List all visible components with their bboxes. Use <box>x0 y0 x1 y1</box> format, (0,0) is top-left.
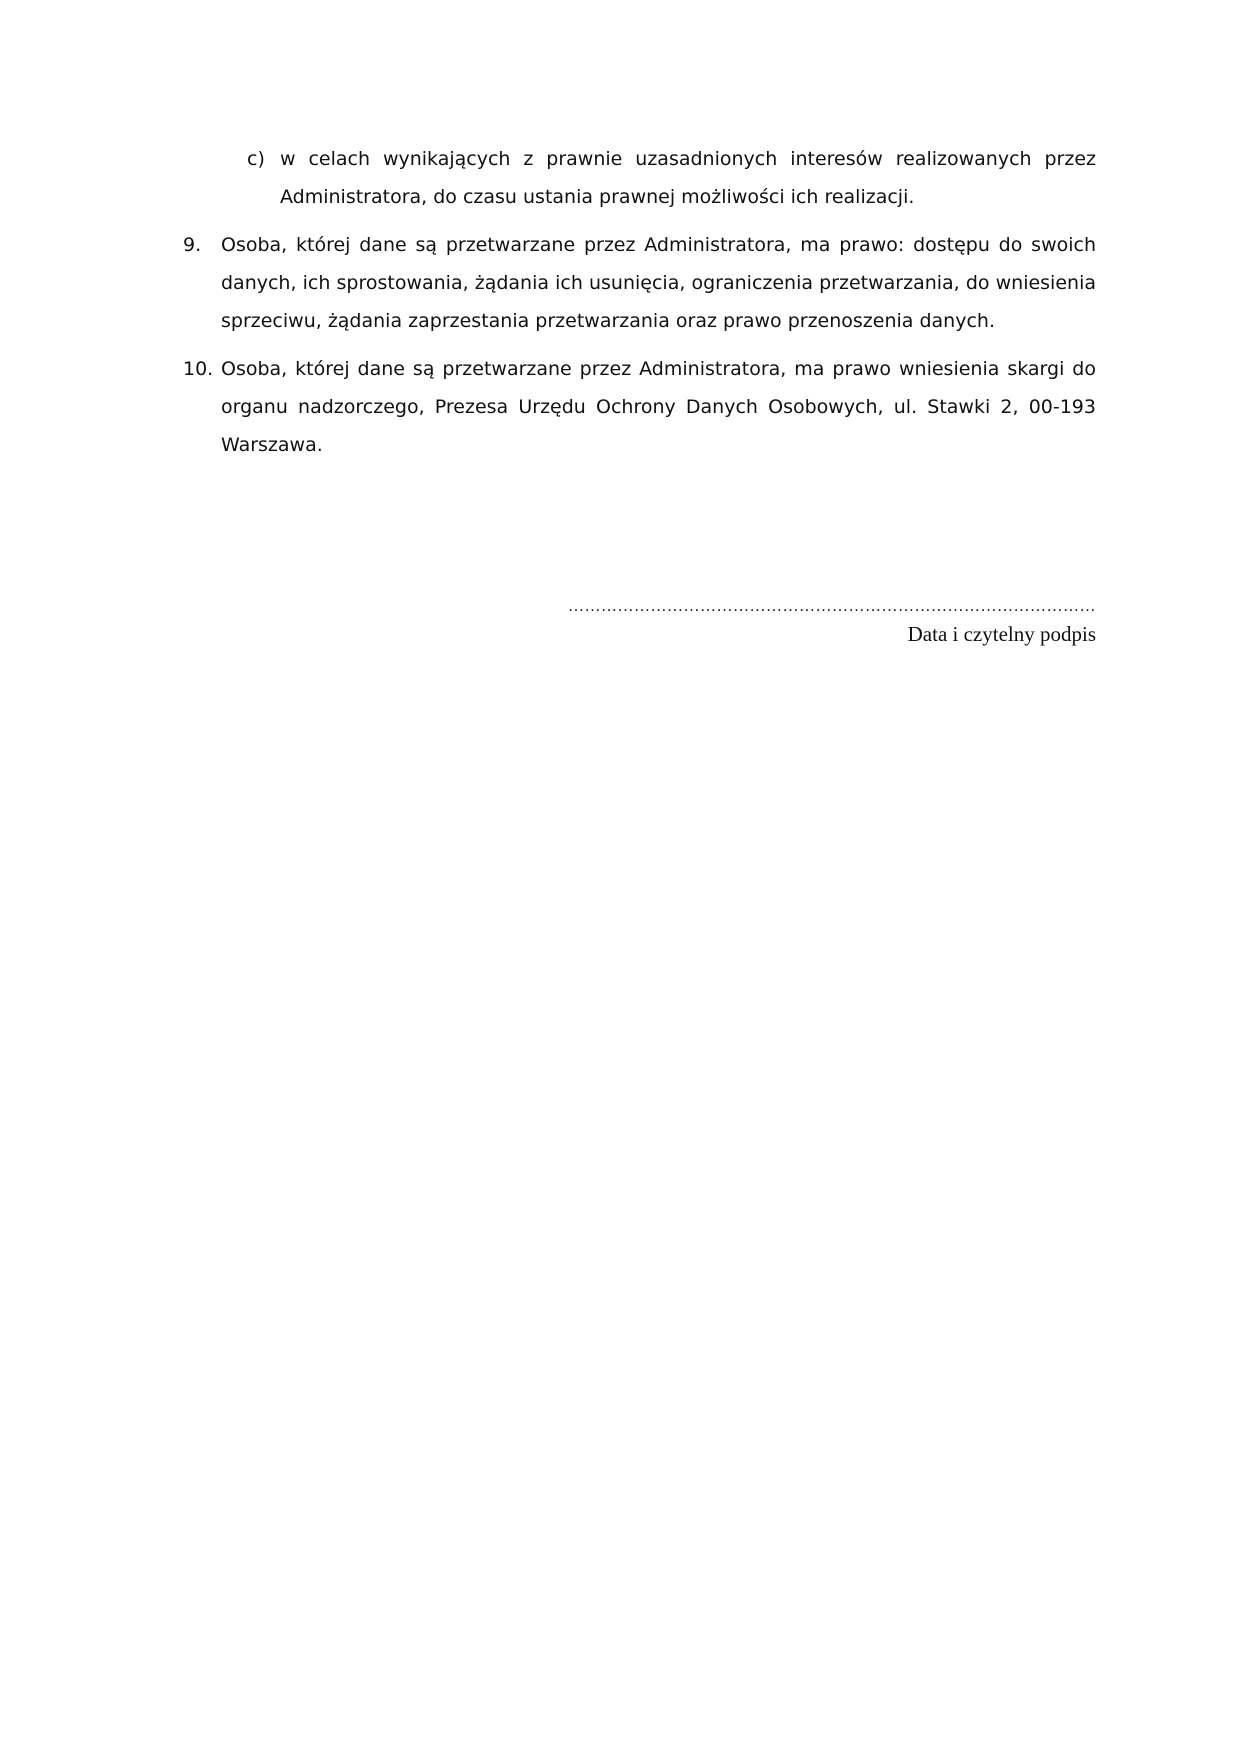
document-body <box>183 140 1096 464</box>
list-marker: c) <box>247 148 265 170</box>
signature-label: Data i czytelny podpis <box>907 622 1096 646</box>
list-item-text: Osoba, której dane są przetwarzane przez Administratora, ma prawo: dostępu do swoich danych, ich sprostowania, żądania ich usunięcia, ograniczenia przetwarzania, do wniesienia sprzeciwu, żądania zaprzestania przetwarzania oraz prawo przenoszenia danych. <box>221 234 1096 332</box>
list-item-c <box>247 140 1096 216</box>
list-marker: 9. <box>183 234 202 256</box>
list-item-text: w celach wynikających z prawnie uzasadnionych interesów realizowanych przez Administratora, do czasu ustania prawnej możliwości ich realizacji. <box>280 148 1096 208</box>
list-item-text: Osoba, której dane są przetwarzane przez Administratora, ma prawo wniesienia skargi do organu nadzorczego, Prezesa Urzędu Ochrony Danych Osobowych, ul. Stawki 2, 00-193 Warszawa. <box>221 358 1096 456</box>
list-item-9 <box>183 226 1096 340</box>
list-item-10 <box>183 350 1096 464</box>
signature-line: …………………………………………………………………………………… <box>568 598 1096 615</box>
list-marker: 10. <box>183 358 214 380</box>
signature-block <box>520 598 1096 648</box>
